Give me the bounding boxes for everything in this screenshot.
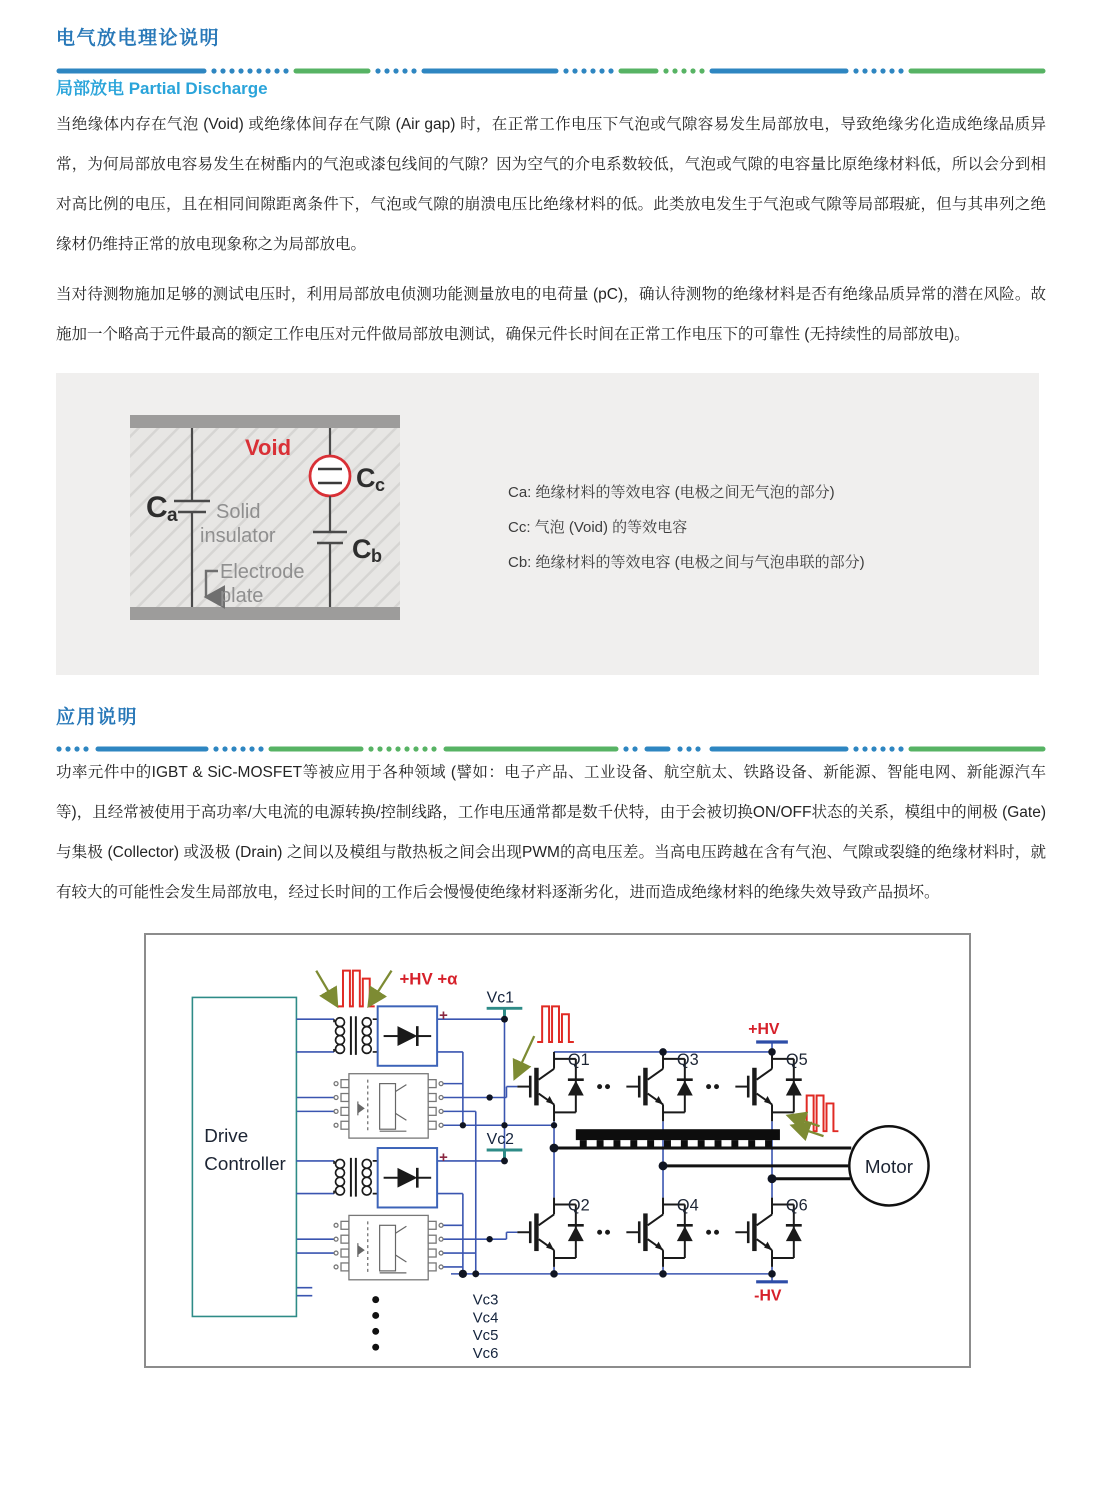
q3-label: Q3	[676, 1050, 699, 1069]
capacitance-model-figure	[56, 373, 1039, 675]
electrode-plate-label-1: Electrode	[220, 561, 305, 584]
pwm-waveform-1-icon	[338, 971, 375, 1007]
ca-label: C	[146, 491, 168, 525]
vc4-label: Vc4	[472, 1310, 499, 1327]
inverter-circuit-diagram	[146, 935, 969, 1366]
application-section-title: 应用说明	[56, 707, 139, 729]
legend-line-ca: Ca: 绝缘材料的等效电容 (电极之间无气泡的部分)	[508, 484, 835, 502]
hv-pos-label: +HV	[748, 1021, 780, 1039]
void-capacitance-diagram	[130, 415, 400, 620]
pwm-waveform-3-icon	[802, 1095, 839, 1131]
vc3-label: Vc3	[472, 1292, 499, 1309]
hv-alpha-label: +HV +α	[399, 969, 458, 989]
cc-subscript: c	[375, 475, 386, 496]
legend-line-cb: Cb: 绝缘材料的等效电容 (电极之间与气泡串联的部分)	[508, 554, 865, 572]
section-divider-2	[56, 739, 1046, 745]
hv-neg-label: -HV	[754, 1287, 782, 1305]
vc5-label: Vc5	[472, 1328, 499, 1345]
capacitance-legend	[508, 475, 865, 580]
q5-label: Q5	[785, 1050, 808, 1069]
transformer-rectifier-1-icon	[296, 1006, 437, 1065]
q6-label: Q6	[785, 1196, 808, 1215]
cb-subscript: b	[371, 546, 382, 567]
vc6-label: Vc6	[472, 1346, 499, 1363]
cc-label: C	[356, 463, 376, 494]
divider-graphic	[56, 68, 1046, 74]
plus-mark-1: +	[439, 1008, 448, 1025]
solid-insulator-label-1: Solid	[216, 501, 261, 524]
page-title: 电气放电理论说明	[56, 28, 221, 49]
solid-insulator-label-2: insulator	[200, 525, 276, 548]
heatsink-icon	[576, 1129, 780, 1148]
phase-ellipsis-dots	[597, 1084, 719, 1235]
channel-ellipsis-icon	[372, 1296, 379, 1350]
electrode-plate-bottom	[130, 607, 400, 620]
application-paragraph: 功率元件中的IGBT & SiC-MOSFET等被应用于各种领域 (譬如：电子产品、工业设备、航空航太、铁路设备、新能源、智能电网、新能源汽车等)，且经常被使用于高功率/大电流的电源转换/控制线路，工作电压通常都是数千伏特，由于会被切换ON/OFF状态的关系，模组中的闸极 (Gate) 与集极 (Collector) 或汲极 (Drain) 之间以及模组与散热板之间会出现PWM的高电压差。当高电压跨越在含有气泡、气隙或裂缝的绝缘材料时，就有较大的可能性会发生局部放电，经过长时间的工作后会慢慢使绝缘材料逐渐劣化，进而造成绝缘材料的绝缘失效导致产品损坏。	[56, 763, 1046, 901]
transformer-rectifier-2-icon	[296, 1148, 437, 1207]
cb-label: C	[352, 534, 372, 565]
electrode-plate-label-2: plate	[220, 585, 264, 608]
gate-driver-ic-2-icon	[334, 1215, 443, 1279]
q2-label: Q2	[567, 1196, 590, 1215]
section-divider	[56, 61, 1046, 67]
inverter-circuit-figure	[144, 933, 971, 1368]
theory-paragraph-1: 当绝缘体内存在气泡 (Void) 或绝缘体间存在气隙 (Air gap) 时，在正常工作电压下气泡或气隙容易发生局部放电，导致绝缘劣化造成绝缘品质异常，为何局部放电容易发生在树酯内的气泡或漆包线间的气隙？因为空气的介电系数较低，气泡或气隙的电容量比原绝缘材料低，所以会分到相对高比例的电压，且在相同间隙距离条件下，气泡或气隙的崩溃电压比绝缘材料的低。此类放电发生于气泡或气隙等局部瑕疵，但与其串列之绝缘材仍维持正常的放电现象称之为局部放电。	[56, 116, 1046, 254]
drive-controller-label-1: Drive	[204, 1125, 249, 1147]
void-circle-icon	[310, 456, 350, 496]
document-page	[0, 28, 1102, 1368]
motor-phase-lines	[554, 1148, 851, 1179]
gate-driver-ic-1-icon	[334, 1074, 443, 1138]
vc2-label: Vc2	[486, 1131, 514, 1149]
motor-label: Motor	[864, 1155, 913, 1177]
subtitle-partial-discharge: 局部放电 Partial Discharge	[56, 78, 268, 98]
drive-controller-label-2: Controller	[204, 1152, 286, 1174]
theory-paragraph-2: 当对待测物施加足够的测试电压时，利用局部放电侦测功能测量放电的电荷量 (pC)，确认待测物的绝缘材料是否有绝缘品质异常的潜在风险。故施加一个略高于元件最高的额定工作电压对元件做局部放电测试，确保元件长时间在正常工作电压下的可靠性 (无持续性的局部放电)。	[56, 286, 1046, 344]
vc1-label: Vc1	[486, 989, 514, 1007]
pwm-waveform-2-icon	[537, 1006, 574, 1042]
legend-line-cc: Cc: 气泡 (Void) 的等效电容	[508, 519, 688, 537]
q4-label: Q4	[676, 1196, 699, 1215]
q1-label: Q1	[567, 1050, 590, 1069]
ca-subscript: a	[167, 505, 178, 527]
electrode-plate-top	[130, 415, 400, 428]
void-label: Void	[245, 435, 292, 461]
divider-graphic-2	[56, 746, 1046, 752]
plus-mark-2: +	[439, 1149, 448, 1166]
